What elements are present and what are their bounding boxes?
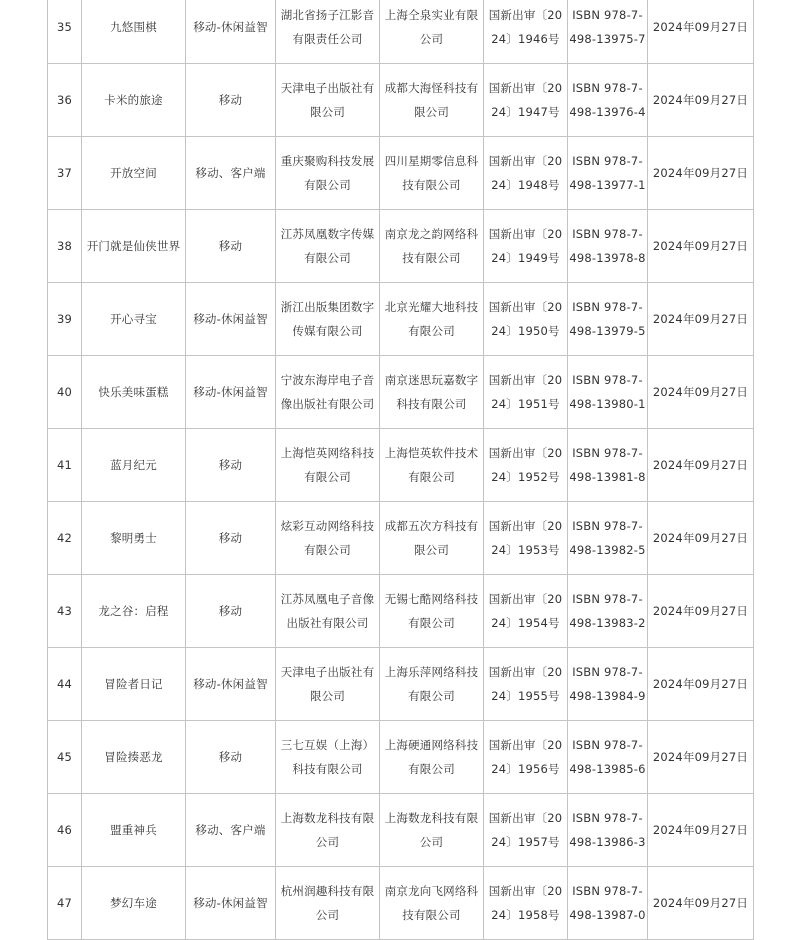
publisher-cell: 江苏凤凰数字传媒有限公司 xyxy=(276,210,380,283)
game-type-cell: 移动 xyxy=(186,721,276,794)
approval-number-cell: 国新出审〔2024〕1958号 xyxy=(484,867,568,940)
table-row xyxy=(48,210,754,283)
row-number-cell: 45 xyxy=(48,721,82,794)
table-row xyxy=(48,356,754,429)
isbn-cell: ISBN 978-7-498-13976-4 xyxy=(568,64,648,137)
row-number-cell: 42 xyxy=(48,502,82,575)
row-number-cell: 41 xyxy=(48,429,82,502)
publisher-cell: 浙江出版集团数字传媒有限公司 xyxy=(276,283,380,356)
game-type-cell: 移动、客户端 xyxy=(186,794,276,867)
row-number-cell: 35 xyxy=(48,0,82,64)
game-type-cell: 移动-休闲益智 xyxy=(186,867,276,940)
isbn-cell: ISBN 978-7-498-13975-7 xyxy=(568,0,648,64)
game-name-cell: 卡米的旅途 xyxy=(82,64,186,137)
isbn-cell: ISBN 978-7-498-13978-8 xyxy=(568,210,648,283)
game-name-cell: 盟重神兵 xyxy=(82,794,186,867)
publisher-cell: 上海数龙科技有限公司 xyxy=(276,794,380,867)
operator-cell: 上海硬通网络科技有限公司 xyxy=(380,721,484,794)
game-name-cell: 龙之谷：启程 xyxy=(82,575,186,648)
approval-number-cell: 国新出审〔2024〕1957号 xyxy=(484,794,568,867)
approval-date-cell: 2024年09月27日 xyxy=(648,64,754,137)
game-name-cell: 开门就是仙侠世界 xyxy=(82,210,186,283)
game-name-cell: 黎明勇士 xyxy=(82,502,186,575)
publisher-cell: 宁波东海岸电子音像出版社有限公司 xyxy=(276,356,380,429)
table-row xyxy=(48,137,754,210)
table-row xyxy=(48,867,754,940)
isbn-cell: ISBN 978-7-498-13983-2 xyxy=(568,575,648,648)
row-number-cell: 46 xyxy=(48,794,82,867)
publisher-cell: 重庆聚购科技发展有限公司 xyxy=(276,137,380,210)
publisher-cell: 上海恺英网络科技有限公司 xyxy=(276,429,380,502)
publisher-cell: 炫彩互动网络科技有限公司 xyxy=(276,502,380,575)
approval-number-cell: 国新出审〔2024〕1953号 xyxy=(484,502,568,575)
approval-number-cell: 国新出审〔2024〕1947号 xyxy=(484,64,568,137)
table-row xyxy=(48,429,754,502)
row-number-cell: 39 xyxy=(48,283,82,356)
row-number-cell: 38 xyxy=(48,210,82,283)
row-number-cell: 37 xyxy=(48,137,82,210)
game-type-cell: 移动-休闲益智 xyxy=(186,648,276,721)
row-number-cell: 43 xyxy=(48,575,82,648)
publisher-cell: 三七互娱（上海）科技有限公司 xyxy=(276,721,380,794)
row-number-cell: 47 xyxy=(48,867,82,940)
isbn-cell: ISBN 978-7-498-13980-1 xyxy=(568,356,648,429)
approval-number-cell: 国新出审〔2024〕1952号 xyxy=(484,429,568,502)
game-name-cell: 快乐美味蛋糕 xyxy=(82,356,186,429)
game-name-cell: 冒险者日记 xyxy=(82,648,186,721)
game-name-cell: 冒险揍恶龙 xyxy=(82,721,186,794)
game-approval-table-container xyxy=(47,0,754,940)
operator-cell: 上海数龙科技有限公司 xyxy=(380,794,484,867)
operator-cell: 上海乐萍网络科技有限公司 xyxy=(380,648,484,721)
table-row xyxy=(48,0,754,64)
approval-date-cell: 2024年09月27日 xyxy=(648,137,754,210)
table-row xyxy=(48,575,754,648)
operator-cell: 上海仝泉实业有限公司 xyxy=(380,0,484,64)
game-type-cell: 移动 xyxy=(186,64,276,137)
approval-date-cell: 2024年09月27日 xyxy=(648,721,754,794)
game-name-cell: 梦幻车途 xyxy=(82,867,186,940)
table-row xyxy=(48,648,754,721)
game-type-cell: 移动、客户端 xyxy=(186,137,276,210)
table-row xyxy=(48,502,754,575)
isbn-cell: ISBN 978-7-498-13982-5 xyxy=(568,502,648,575)
game-type-cell: 移动 xyxy=(186,502,276,575)
game-type-cell: 移动-休闲益智 xyxy=(186,356,276,429)
game-name-cell: 蓝月纪元 xyxy=(82,429,186,502)
publisher-cell: 天津电子出版社有限公司 xyxy=(276,64,380,137)
isbn-cell: ISBN 978-7-498-13987-0 xyxy=(568,867,648,940)
isbn-cell: ISBN 978-7-498-13984-9 xyxy=(568,648,648,721)
isbn-cell: ISBN 978-7-498-13985-6 xyxy=(568,721,648,794)
table-row xyxy=(48,721,754,794)
game-type-cell: 移动-休闲益智 xyxy=(186,283,276,356)
game-type-cell: 移动 xyxy=(186,575,276,648)
operator-cell: 无锡七酷网络科技有限公司 xyxy=(380,575,484,648)
operator-cell: 成都大海怪科技有限公司 xyxy=(380,64,484,137)
operator-cell: 成都五次方科技有限公司 xyxy=(380,502,484,575)
row-number-cell: 36 xyxy=(48,64,82,137)
approval-date-cell: 2024年09月27日 xyxy=(648,283,754,356)
isbn-cell: ISBN 978-7-498-13981-8 xyxy=(568,429,648,502)
table-row xyxy=(48,283,754,356)
publisher-cell: 湖北省扬子江影音有限责任公司 xyxy=(276,0,380,64)
approval-date-cell: 2024年09月27日 xyxy=(648,356,754,429)
operator-cell: 南京龙之韵网络科技有限公司 xyxy=(380,210,484,283)
approval-date-cell: 2024年09月27日 xyxy=(648,0,754,64)
approval-date-cell: 2024年09月27日 xyxy=(648,794,754,867)
approval-number-cell: 国新出审〔2024〕1950号 xyxy=(484,283,568,356)
operator-cell: 南京迷思玩嘉数字科技有限公司 xyxy=(380,356,484,429)
game-approval-table xyxy=(47,0,754,940)
isbn-cell: ISBN 978-7-498-13986-3 xyxy=(568,794,648,867)
approval-number-cell: 国新出审〔2024〕1956号 xyxy=(484,721,568,794)
approval-date-cell: 2024年09月27日 xyxy=(648,867,754,940)
table-body xyxy=(48,0,754,940)
approval-date-cell: 2024年09月27日 xyxy=(648,648,754,721)
operator-cell: 北京光耀大地科技有限公司 xyxy=(380,283,484,356)
approval-number-cell: 国新出审〔2024〕1948号 xyxy=(484,137,568,210)
publisher-cell: 杭州润趣科技有限公司 xyxy=(276,867,380,940)
game-name-cell: 九悠围棋 xyxy=(82,0,186,64)
game-name-cell: 开心寻宝 xyxy=(82,283,186,356)
operator-cell: 上海恺英软件技术有限公司 xyxy=(380,429,484,502)
row-number-cell: 40 xyxy=(48,356,82,429)
isbn-cell: ISBN 978-7-498-13979-5 xyxy=(568,283,648,356)
approval-number-cell: 国新出审〔2024〕1946号 xyxy=(484,0,568,64)
approval-date-cell: 2024年09月27日 xyxy=(648,429,754,502)
game-type-cell: 移动-休闲益智 xyxy=(186,0,276,64)
game-type-cell: 移动 xyxy=(186,210,276,283)
publisher-cell: 天津电子出版社有限公司 xyxy=(276,648,380,721)
isbn-cell: ISBN 978-7-498-13977-1 xyxy=(568,137,648,210)
row-number-cell: 44 xyxy=(48,648,82,721)
approval-number-cell: 国新出审〔2024〕1951号 xyxy=(484,356,568,429)
approval-date-cell: 2024年09月27日 xyxy=(648,575,754,648)
operator-cell: 南京龙向飞网络科技有限公司 xyxy=(380,867,484,940)
approval-date-cell: 2024年09月27日 xyxy=(648,210,754,283)
game-name-cell: 开放空间 xyxy=(82,137,186,210)
publisher-cell: 江苏凤凰电子音像出版社有限公司 xyxy=(276,575,380,648)
approval-date-cell: 2024年09月27日 xyxy=(648,502,754,575)
game-type-cell: 移动 xyxy=(186,429,276,502)
operator-cell: 四川星期零信息科技有限公司 xyxy=(380,137,484,210)
approval-number-cell: 国新出审〔2024〕1949号 xyxy=(484,210,568,283)
approval-number-cell: 国新出审〔2024〕1955号 xyxy=(484,648,568,721)
approval-number-cell: 国新出审〔2024〕1954号 xyxy=(484,575,568,648)
table-row xyxy=(48,64,754,137)
table-row xyxy=(48,794,754,867)
